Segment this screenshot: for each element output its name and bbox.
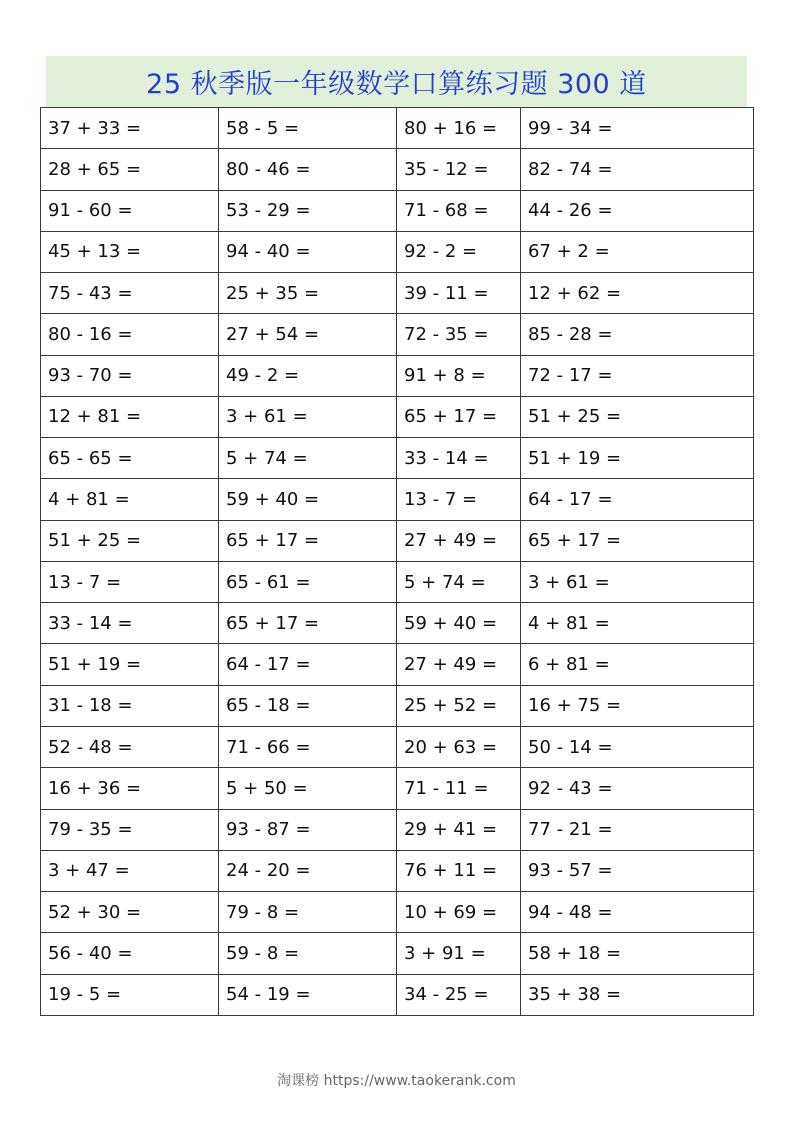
problem-cell: 65 - 65 = xyxy=(41,438,219,479)
problem-cell: 72 - 17 = xyxy=(521,355,754,396)
footer-watermark: 淘课榜 https://www.taokerank.com xyxy=(277,1073,516,1089)
problem-cell: 59 + 40 = xyxy=(219,479,397,520)
problem-cell: 92 - 43 = xyxy=(521,768,754,809)
problem-cell: 5 + 74 = xyxy=(219,438,397,479)
problem-cell: 25 + 52 = xyxy=(397,685,521,726)
problem-cell: 94 - 40 = xyxy=(219,231,397,272)
table-row xyxy=(41,974,754,1015)
problem-cell: 51 + 19 = xyxy=(41,644,219,685)
problem-cell: 80 - 16 = xyxy=(41,314,219,355)
problem-cell: 12 + 62 = xyxy=(521,273,754,314)
problem-cell: 3 + 61 = xyxy=(521,561,754,602)
problem-cell: 71 - 11 = xyxy=(397,768,521,809)
table-row xyxy=(41,726,754,767)
table-row xyxy=(41,850,754,891)
table-row xyxy=(41,685,754,726)
table-row xyxy=(41,355,754,396)
problem-cell: 25 + 35 = xyxy=(219,273,397,314)
problem-cell: 64 - 17 = xyxy=(219,644,397,685)
problem-cell: 77 - 21 = xyxy=(521,809,754,850)
table-row xyxy=(41,190,754,231)
problem-cell: 91 - 60 = xyxy=(41,190,219,231)
problem-cell: 45 + 13 = xyxy=(41,231,219,272)
problem-cell: 51 + 25 = xyxy=(41,520,219,561)
problem-cell: 50 - 14 = xyxy=(521,726,754,767)
problem-table-body xyxy=(41,108,754,1016)
problem-cell: 44 - 26 = xyxy=(521,190,754,231)
table-row xyxy=(41,149,754,190)
problem-cell: 93 - 57 = xyxy=(521,850,754,891)
problem-cell: 79 - 8 = xyxy=(219,892,397,933)
problem-cell: 49 - 2 = xyxy=(219,355,397,396)
problem-cell: 37 + 33 = xyxy=(41,108,219,149)
problem-cell: 27 + 54 = xyxy=(219,314,397,355)
problem-cell: 3 + 47 = xyxy=(41,850,219,891)
table-row xyxy=(41,561,754,602)
problem-cell: 58 + 18 = xyxy=(521,933,754,974)
table-row xyxy=(41,231,754,272)
problem-cell: 91 + 8 = xyxy=(397,355,521,396)
problem-cell: 13 - 7 = xyxy=(41,561,219,602)
problem-cell: 59 - 8 = xyxy=(219,933,397,974)
problem-cell: 65 + 17 = xyxy=(219,520,397,561)
problem-cell: 33 - 14 = xyxy=(397,438,521,479)
problem-cell: 93 - 70 = xyxy=(41,355,219,396)
problem-cell: 93 - 87 = xyxy=(219,809,397,850)
problem-cell: 71 - 68 = xyxy=(397,190,521,231)
problem-cell: 12 + 81 = xyxy=(41,396,219,437)
problem-cell: 65 + 17 = xyxy=(397,396,521,437)
problem-cell: 56 - 40 = xyxy=(41,933,219,974)
problem-cell: 75 - 43 = xyxy=(41,273,219,314)
problem-cell: 39 - 11 = xyxy=(397,273,521,314)
problem-cell: 99 - 34 = xyxy=(521,108,754,149)
table-row xyxy=(41,644,754,685)
problem-cell: 33 - 14 = xyxy=(41,603,219,644)
problem-cell: 80 + 16 = xyxy=(397,108,521,149)
page-title: 25 秋季版一年级数学口算练习题 300 道 xyxy=(146,69,647,100)
problem-cell: 19 - 5 = xyxy=(41,974,219,1015)
problem-cell: 79 - 35 = xyxy=(41,809,219,850)
problem-cell: 51 + 25 = xyxy=(521,396,754,437)
problem-cell: 3 + 61 = xyxy=(219,396,397,437)
problem-cell: 31 - 18 = xyxy=(41,685,219,726)
problem-cell: 72 - 35 = xyxy=(397,314,521,355)
table-row xyxy=(41,768,754,809)
problem-cell: 58 - 5 = xyxy=(219,108,397,149)
problem-cell: 28 + 65 = xyxy=(41,149,219,190)
problem-cell: 27 + 49 = xyxy=(397,644,521,685)
table-row xyxy=(41,603,754,644)
table-row xyxy=(41,892,754,933)
table-row xyxy=(41,396,754,437)
table-row xyxy=(41,809,754,850)
table-row xyxy=(41,314,754,355)
problem-cell: 52 - 48 = xyxy=(41,726,219,767)
table-row xyxy=(41,479,754,520)
problem-cell: 52 + 30 = xyxy=(41,892,219,933)
problem-cell: 3 + 91 = xyxy=(397,933,521,974)
problem-cell: 6 + 81 = xyxy=(521,644,754,685)
problem-cell: 82 - 74 = xyxy=(521,149,754,190)
problem-cell: 51 + 19 = xyxy=(521,438,754,479)
problem-cell: 64 - 17 = xyxy=(521,479,754,520)
problem-cell: 16 + 75 = xyxy=(521,685,754,726)
problem-cell: 65 - 61 = xyxy=(219,561,397,602)
problem-cell: 92 - 2 = xyxy=(397,231,521,272)
problem-cell: 5 + 50 = xyxy=(219,768,397,809)
problem-cell: 35 - 12 = xyxy=(397,149,521,190)
problem-cell: 53 - 29 = xyxy=(219,190,397,231)
problem-cell: 85 - 28 = xyxy=(521,314,754,355)
problem-cell: 5 + 74 = xyxy=(397,561,521,602)
title-banner xyxy=(46,56,747,107)
problem-cell: 4 + 81 = xyxy=(521,603,754,644)
problem-cell: 20 + 63 = xyxy=(397,726,521,767)
table-row xyxy=(41,273,754,314)
problem-cell: 65 + 17 = xyxy=(219,603,397,644)
problem-cell: 4 + 81 = xyxy=(41,479,219,520)
table-row xyxy=(41,933,754,974)
table-row xyxy=(41,438,754,479)
problem-cell: 24 - 20 = xyxy=(219,850,397,891)
problem-cell: 65 - 18 = xyxy=(219,685,397,726)
table-row xyxy=(41,520,754,561)
problem-cell: 80 - 46 = xyxy=(219,149,397,190)
problem-cell: 71 - 66 = xyxy=(219,726,397,767)
problem-cell: 27 + 49 = xyxy=(397,520,521,561)
problem-cell: 13 - 7 = xyxy=(397,479,521,520)
problem-cell: 94 - 48 = xyxy=(521,892,754,933)
problem-cell: 35 + 38 = xyxy=(521,974,754,1015)
problem-cell: 67 + 2 = xyxy=(521,231,754,272)
problem-cell: 65 + 17 = xyxy=(521,520,754,561)
problem-cell: 16 + 36 = xyxy=(41,768,219,809)
problem-cell: 29 + 41 = xyxy=(397,809,521,850)
problem-cell: 34 - 25 = xyxy=(397,974,521,1015)
problem-cell: 76 + 11 = xyxy=(397,850,521,891)
table-row xyxy=(41,108,754,149)
problem-cell: 10 + 69 = xyxy=(397,892,521,933)
problem-cell: 59 + 40 = xyxy=(397,603,521,644)
problem-table xyxy=(40,107,754,1016)
problem-cell: 54 - 19 = xyxy=(219,974,397,1015)
